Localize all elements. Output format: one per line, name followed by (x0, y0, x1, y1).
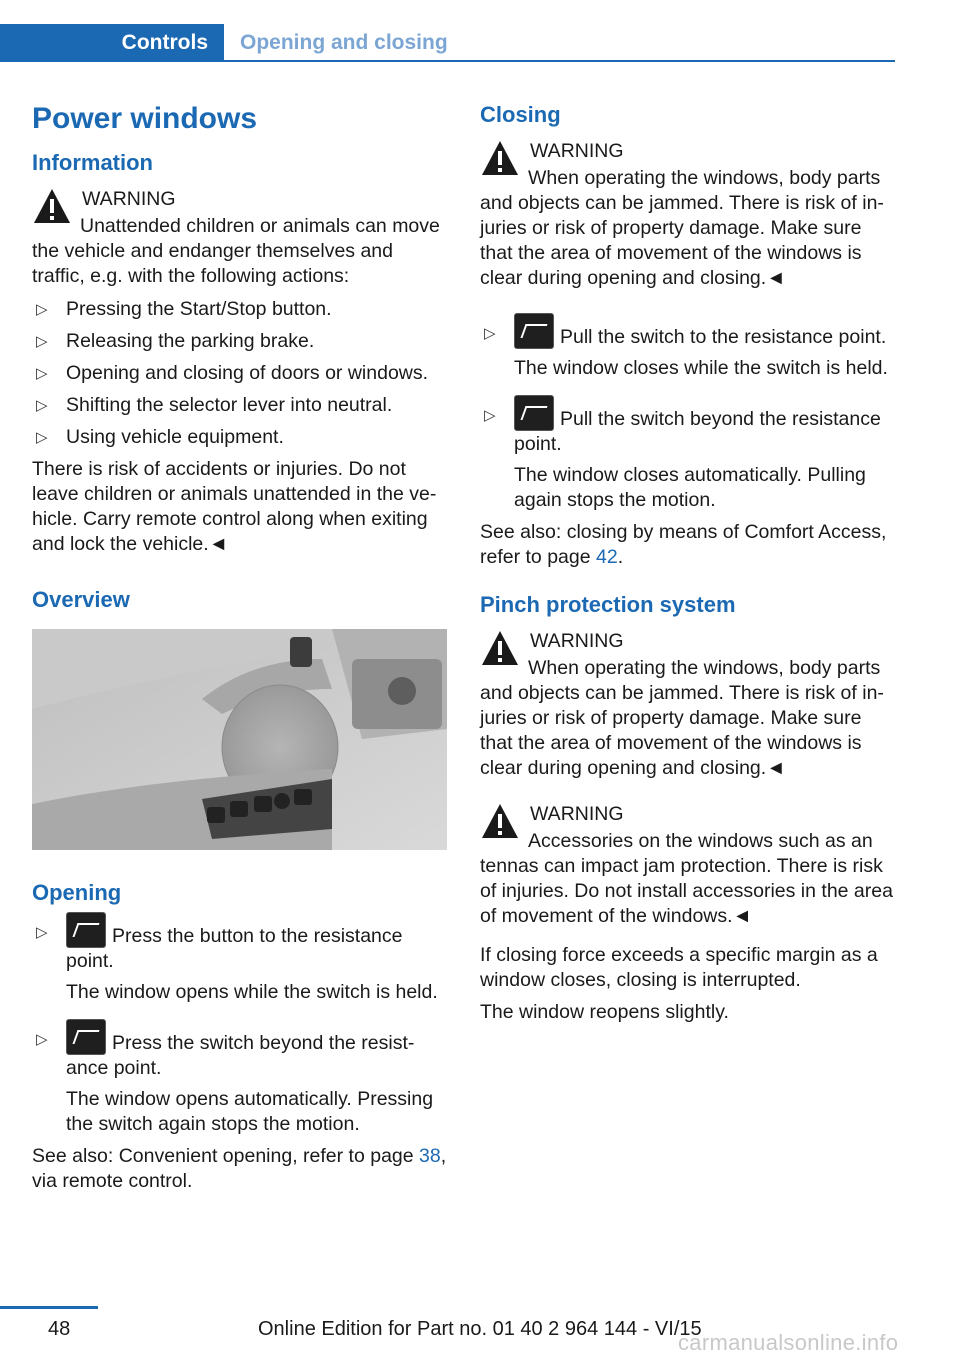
watermark: carmanualsonline.info (678, 1330, 899, 1355)
triangle-bullet-icon: ▷ (484, 407, 496, 424)
triangle-bullet-icon: ▷ (36, 397, 48, 414)
warning-title: WARNING (530, 803, 624, 825)
warning-block-accessories (480, 799, 895, 929)
triangle-bullet-icon: ▷ (36, 1031, 48, 1048)
list-item: ▷ Press the switch beyond the resistance point. The window opens automatically. Pressing the switch again stops the motion. (32, 1027, 447, 1137)
warning-text: Accessories on the windows such as an tennas can impact jam protection. There is risk of injuries. Do not install accessories in the area of movement of the windows.◄ (480, 830, 893, 927)
overview-heading: Overview (32, 587, 130, 612)
warning-triangle-icon (480, 801, 520, 841)
page-number: 48 (48, 1318, 71, 1340)
closing-heading: Closing (480, 102, 561, 127)
list-item: ▷ Pull the switch to the resistance point. The window closes while the switch is held. (480, 321, 895, 381)
list-item-detail: The window closes automatically. Pulling again stops the motion. (514, 464, 866, 511)
closing-list (480, 321, 895, 513)
triangle-bullet-icon: ▷ (36, 924, 48, 941)
page-link-42[interactable]: 42 (596, 546, 618, 568)
triangle-bullet-icon: ▷ (484, 325, 496, 342)
list-item: ▷ Opening and closing of doors or windows. (36, 362, 429, 384)
header-tab-controls: Controls (0, 24, 224, 62)
warning-block-children (32, 184, 447, 289)
warning-actions-list (32, 297, 447, 450)
triangle-bullet-icon: ▷ (36, 365, 48, 382)
warning-title: WARNING (530, 630, 624, 652)
edition-info: Online Edition for Part no. 01 40 2 964 144 - VI/15 (258, 1318, 702, 1340)
page-title: Power windows (32, 102, 258, 135)
warning-text: When operating the windows, body parts and objects can be jammed. There is risk of injuries or risk of property damage. Make sure that the area of movement of the windows is clear during opening and closing.◄ (480, 167, 884, 289)
warning-triangle-icon (480, 628, 520, 668)
triangle-bullet-icon: ▷ (36, 301, 48, 318)
closing-force-text: If closing force exceeds a specific margin as a window closes, closing is interrupted. (480, 944, 878, 991)
list-item: ▷ Using vehicle equipment. (36, 426, 284, 448)
window-switch-icon (66, 1019, 106, 1055)
list-item: ▷ Releasing the parking brake. (36, 330, 315, 352)
list-item: ▷ Shifting the selector lever into neutral. (36, 394, 393, 416)
see-also-closing: See also: closing by means of Comfort Access, refer to page 42. (480, 521, 887, 568)
header-rule (0, 60, 895, 62)
footer-rule (0, 1306, 98, 1309)
warning-text: Unattended children or animals can move the vehicle and endanger themselves and traffic, e.g. with the following actions: (32, 215, 440, 287)
warning-consequence-text: There is risk of accidents or injuries. Do not leave children or animals unattended in the vehicle. Carry remote control along when exiting and lock the vehicle.◄ (32, 458, 437, 555)
see-also-opening: See also: Convenient opening, refer to page 38, via remote control. (32, 1145, 447, 1192)
information-heading: Information (32, 150, 153, 175)
list-item: ▷ Pull the switch beyond the resistance point. The window closes automatically. Pulling again stops the motion. (480, 403, 895, 513)
list-item-detail: The window opens while the switch is held. (66, 981, 438, 1003)
warning-block-closing (480, 136, 895, 291)
right-column (480, 98, 895, 1032)
opening-heading: Opening (32, 880, 122, 905)
window-switch-icon (514, 313, 554, 349)
list-item: ▷ Press the button to the resistance point. The window opens while the switch is held. (32, 920, 447, 1005)
warning-block-pinch (480, 626, 895, 781)
left-column (32, 98, 447, 1201)
window-switch-icon (66, 912, 106, 948)
page-link-38[interactable]: 38 (419, 1145, 441, 1167)
triangle-bullet-icon: ▷ (36, 429, 48, 446)
warning-text: When operating the windows, body parts and objects can be jammed. There is risk of injuries or risk of property damage. Make sure that the area of movement of the windows is clear during opening and closing.◄ (480, 657, 884, 779)
header-tab-opening-closing: Opening and closing (240, 31, 448, 54)
list-item: ▷ Pressing the Start/Stop button. (36, 298, 332, 320)
window-switch-icon (514, 395, 554, 431)
warning-triangle-icon (480, 138, 520, 178)
pinch-protection-heading: Pinch protection system (480, 592, 736, 617)
reopen-text: The window reopens slightly. (480, 1001, 729, 1023)
list-item-detail: The window opens automatically. Pressing the switch again stops the motion. (66, 1088, 434, 1135)
list-item-detail: The window closes while the switch is held. (514, 357, 888, 379)
warning-title: WARNING (82, 188, 176, 210)
warning-triangle-icon (32, 186, 72, 226)
triangle-bullet-icon: ▷ (36, 333, 48, 350)
opening-list (32, 920, 447, 1137)
door-panel-photo (32, 629, 447, 850)
warning-title: WARNING (530, 140, 624, 162)
